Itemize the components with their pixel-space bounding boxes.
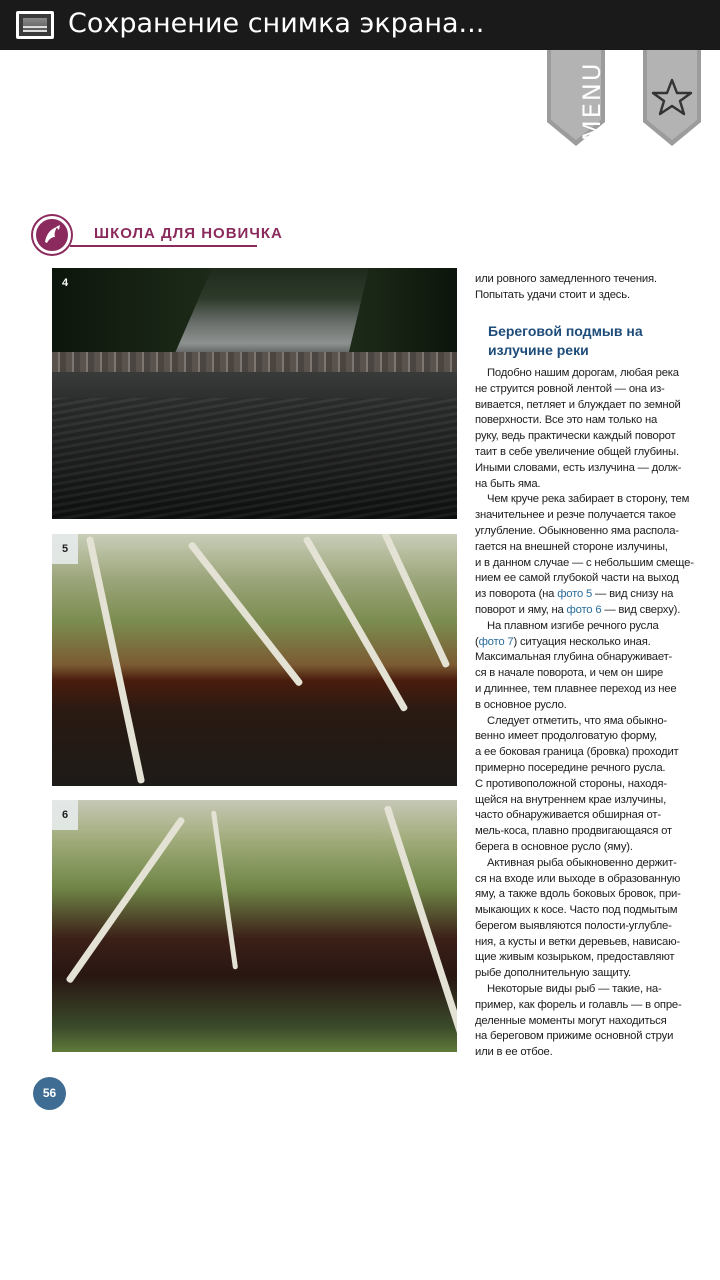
notification-bar — [0, 0, 720, 50]
article-subheading: Береговой подмыв на излучине реки — [488, 323, 643, 358]
screenshot-icon — [16, 11, 54, 39]
photo-7-link[interactable]: фото 7 — [478, 635, 514, 648]
menu-ribbon-button[interactable] — [547, 50, 605, 146]
photo-weir — [52, 268, 457, 519]
photo-number: 4 — [61, 277, 69, 289]
photo-river-bend-above — [52, 800, 457, 1052]
photo-number: 6 — [52, 800, 78, 830]
notification-title: Сохранение снимка экрана... — [68, 8, 485, 39]
section-divider — [70, 245, 257, 247]
photo-5-link[interactable]: фото 5 — [557, 588, 593, 601]
article-body: Подобно нашим дорогам, любая река не струится ровной лентой — она из- вивается, петляет и блуждает по земной поверхности. Все это нам только на руку, ведь практически каждый поворот таит в себе увеличение общей глубины. Иными словами, есть излучина — долж- на быть яма. Чем круче река забирает в сторону, тем значительнее и резче получается такое углубление. Обыкновенно яма распола- гается на внешней стороне излучины, и в данном случае — с небольшим смеще- нием ее самой глубокой части на выход из поворота (на фото 5 — вид снизу на поворот и яму, на фото 6 — вид сверху). На плавном изгибе речного русла (фото 7) ситуация несколько иная. Максимальная глубина обнаруживает- ся в начале поворота, и чем он шире и длиннее, тем плавнее переход из нее в основное русло. Следует отметить, что яма обыкно- венно имеет продолговатую форму, а ее боковая граница (бровка) проходит примерно посередине речного русла. С противоположной стороны, находя- щейся на внутреннем крае излучины, часто обнаруживается обширная от- мель-коса, плавно продвигающаяся от берега в основное русло (яму). Активная рыба обыкновенно держит- ся на входе или выходе в образованную яму, а также вдоль боковых бровок, при- мыкающих к косе. Часто под подмытым берегом выявляются полости-углубле- ния, а кусты и ветки деревьев, нависаю- щие живым козырьком, предоставляют рыбе дополнительную защиту. Некоторые виды рыб — такие, на- пример, как форель и голавль — в опре- деленные моменты могут находиться на береговом прижиме основной струи или в ее отбое. — [475, 367, 694, 1059]
section-title: ШКОЛА ДЛЯ НОВИЧКА — [94, 225, 283, 242]
page-number-badge: 56 — [33, 1077, 66, 1110]
photo-6-link[interactable]: фото 6 — [566, 603, 602, 616]
article-intro: или ровного замедленного течения. Попытать удачи стоит и здесь. — [475, 273, 657, 301]
photo-river-bend-below — [52, 534, 457, 786]
menu-label: MENU — [578, 61, 606, 141]
bookmark-ribbon-button[interactable] — [643, 50, 701, 146]
photo-number: 5 — [52, 534, 78, 564]
fish-logo-icon — [33, 216, 71, 254]
